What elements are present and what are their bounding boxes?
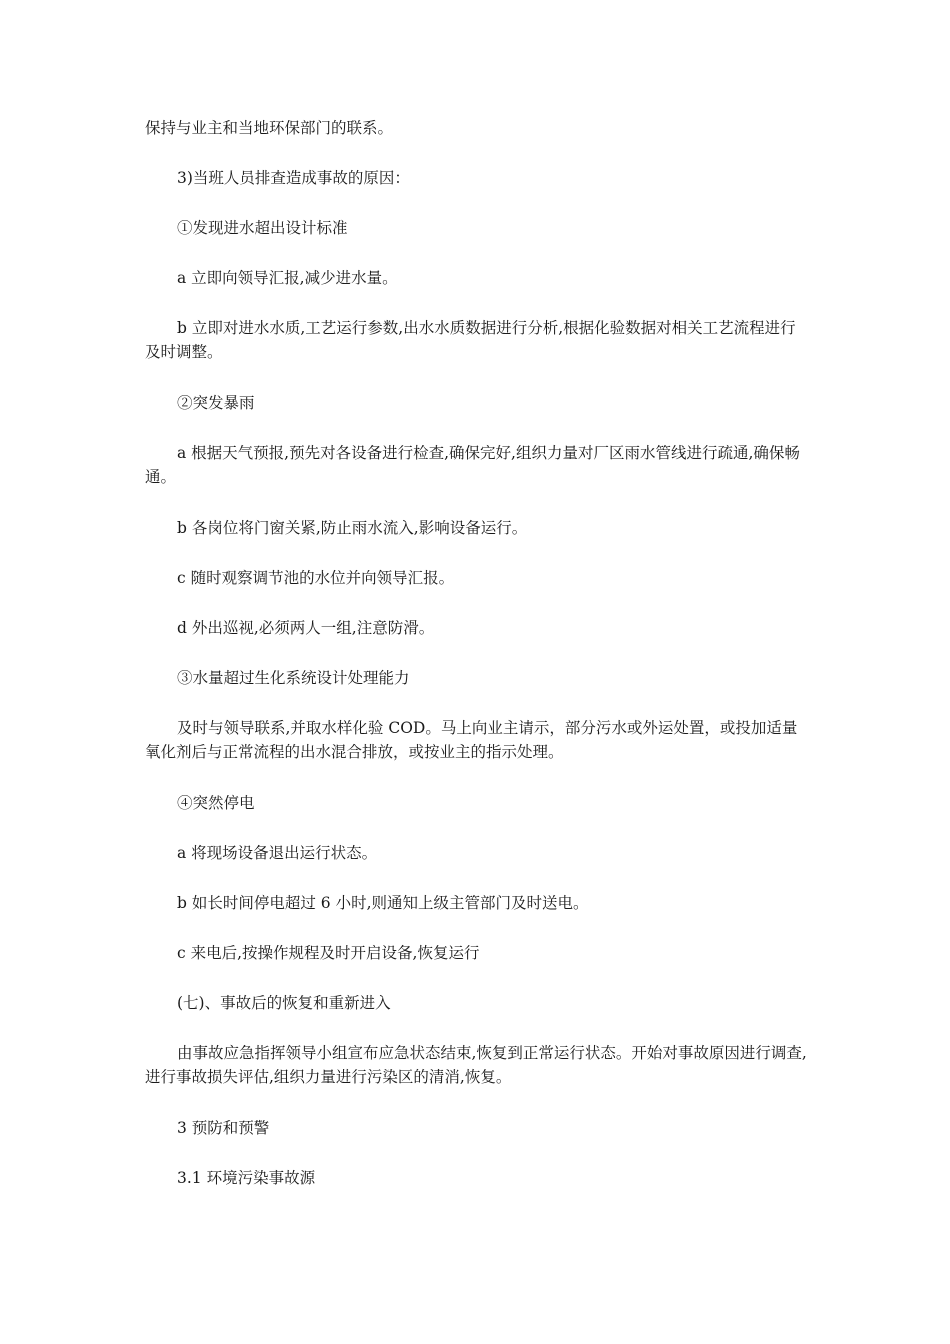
item-patrol-in-pairs: d 外出巡视,必须两人一组,注意防滑。 <box>177 619 435 637</box>
paragraph-contact-continuation: 保持与业主和当地环保部门的联系。 <box>145 119 394 137</box>
item-report-reduce-inflow: a 立即向领导汇报,减少进水量。 <box>177 269 398 287</box>
item-notify-long-outage: b 如长时间停电超过 6 小时,则通知上级主管部门及时送电。 <box>177 894 589 912</box>
item-observe-tank-level: c 随时观察调节池的水位并向领导汇报。 <box>177 569 455 587</box>
heading-inflow-exceeds-design: ①发现进水超出设计标准 <box>177 219 348 237</box>
heading-pollution-sources: 3.1 环境污染事故源 <box>177 1169 316 1187</box>
heading-sudden-power-outage: ④突然停电 <box>177 794 255 812</box>
paragraph-cod-sampling: 及时与领导联系,并取水样化验 COD。马上向业主请示，部分污水或外运处置，或投加适量氧化剂后与正常流程的出水混合排放，或按业主的指示处理。 <box>145 719 798 761</box>
item-restart-equipment: c 来电后,按操作规程及时开启设备,恢复运行 <box>177 944 480 962</box>
heading-sudden-rainstorm: ②突发暴雨 <box>177 394 255 412</box>
heading-exceeds-biochemical-capacity: ③水量超过生化系统设计处理能力 <box>177 669 410 687</box>
heading-prevention-warning: 3 预防和预警 <box>177 1119 270 1137</box>
item-weather-forecast-check: a 根据天气预报,预先对各设备进行检查,确保完好,组织力量对厂区雨水管线进行疏通,确保畅通。 <box>145 444 800 486</box>
item-close-doors-windows: b 各岗位将门窗关紧,防止雨水流入,影响设备运行。 <box>177 519 528 537</box>
paragraph-emergency-end: 由事故应急指挥领导小组宣布应急状态结束,恢复到正常运行状态。开始对事故原因进行调查,进行事故损失评估,组织力量进行污染区的清消,恢复。 <box>145 1044 807 1086</box>
item-analyze-adjust-process: b 立即对进水水质,工艺运行参数,出水水质数据进行分析,根据化验数据对相关工艺流程进行及时调整。 <box>145 319 796 361</box>
heading-recovery-reentry: (七)、事故后的恢复和重新进入 <box>177 994 391 1012</box>
item-stop-equipment: a 将现场设备退出运行状态。 <box>177 844 378 862</box>
paragraph-cause-investigation: 3)当班人员排查造成事故的原因： <box>177 169 410 187</box>
